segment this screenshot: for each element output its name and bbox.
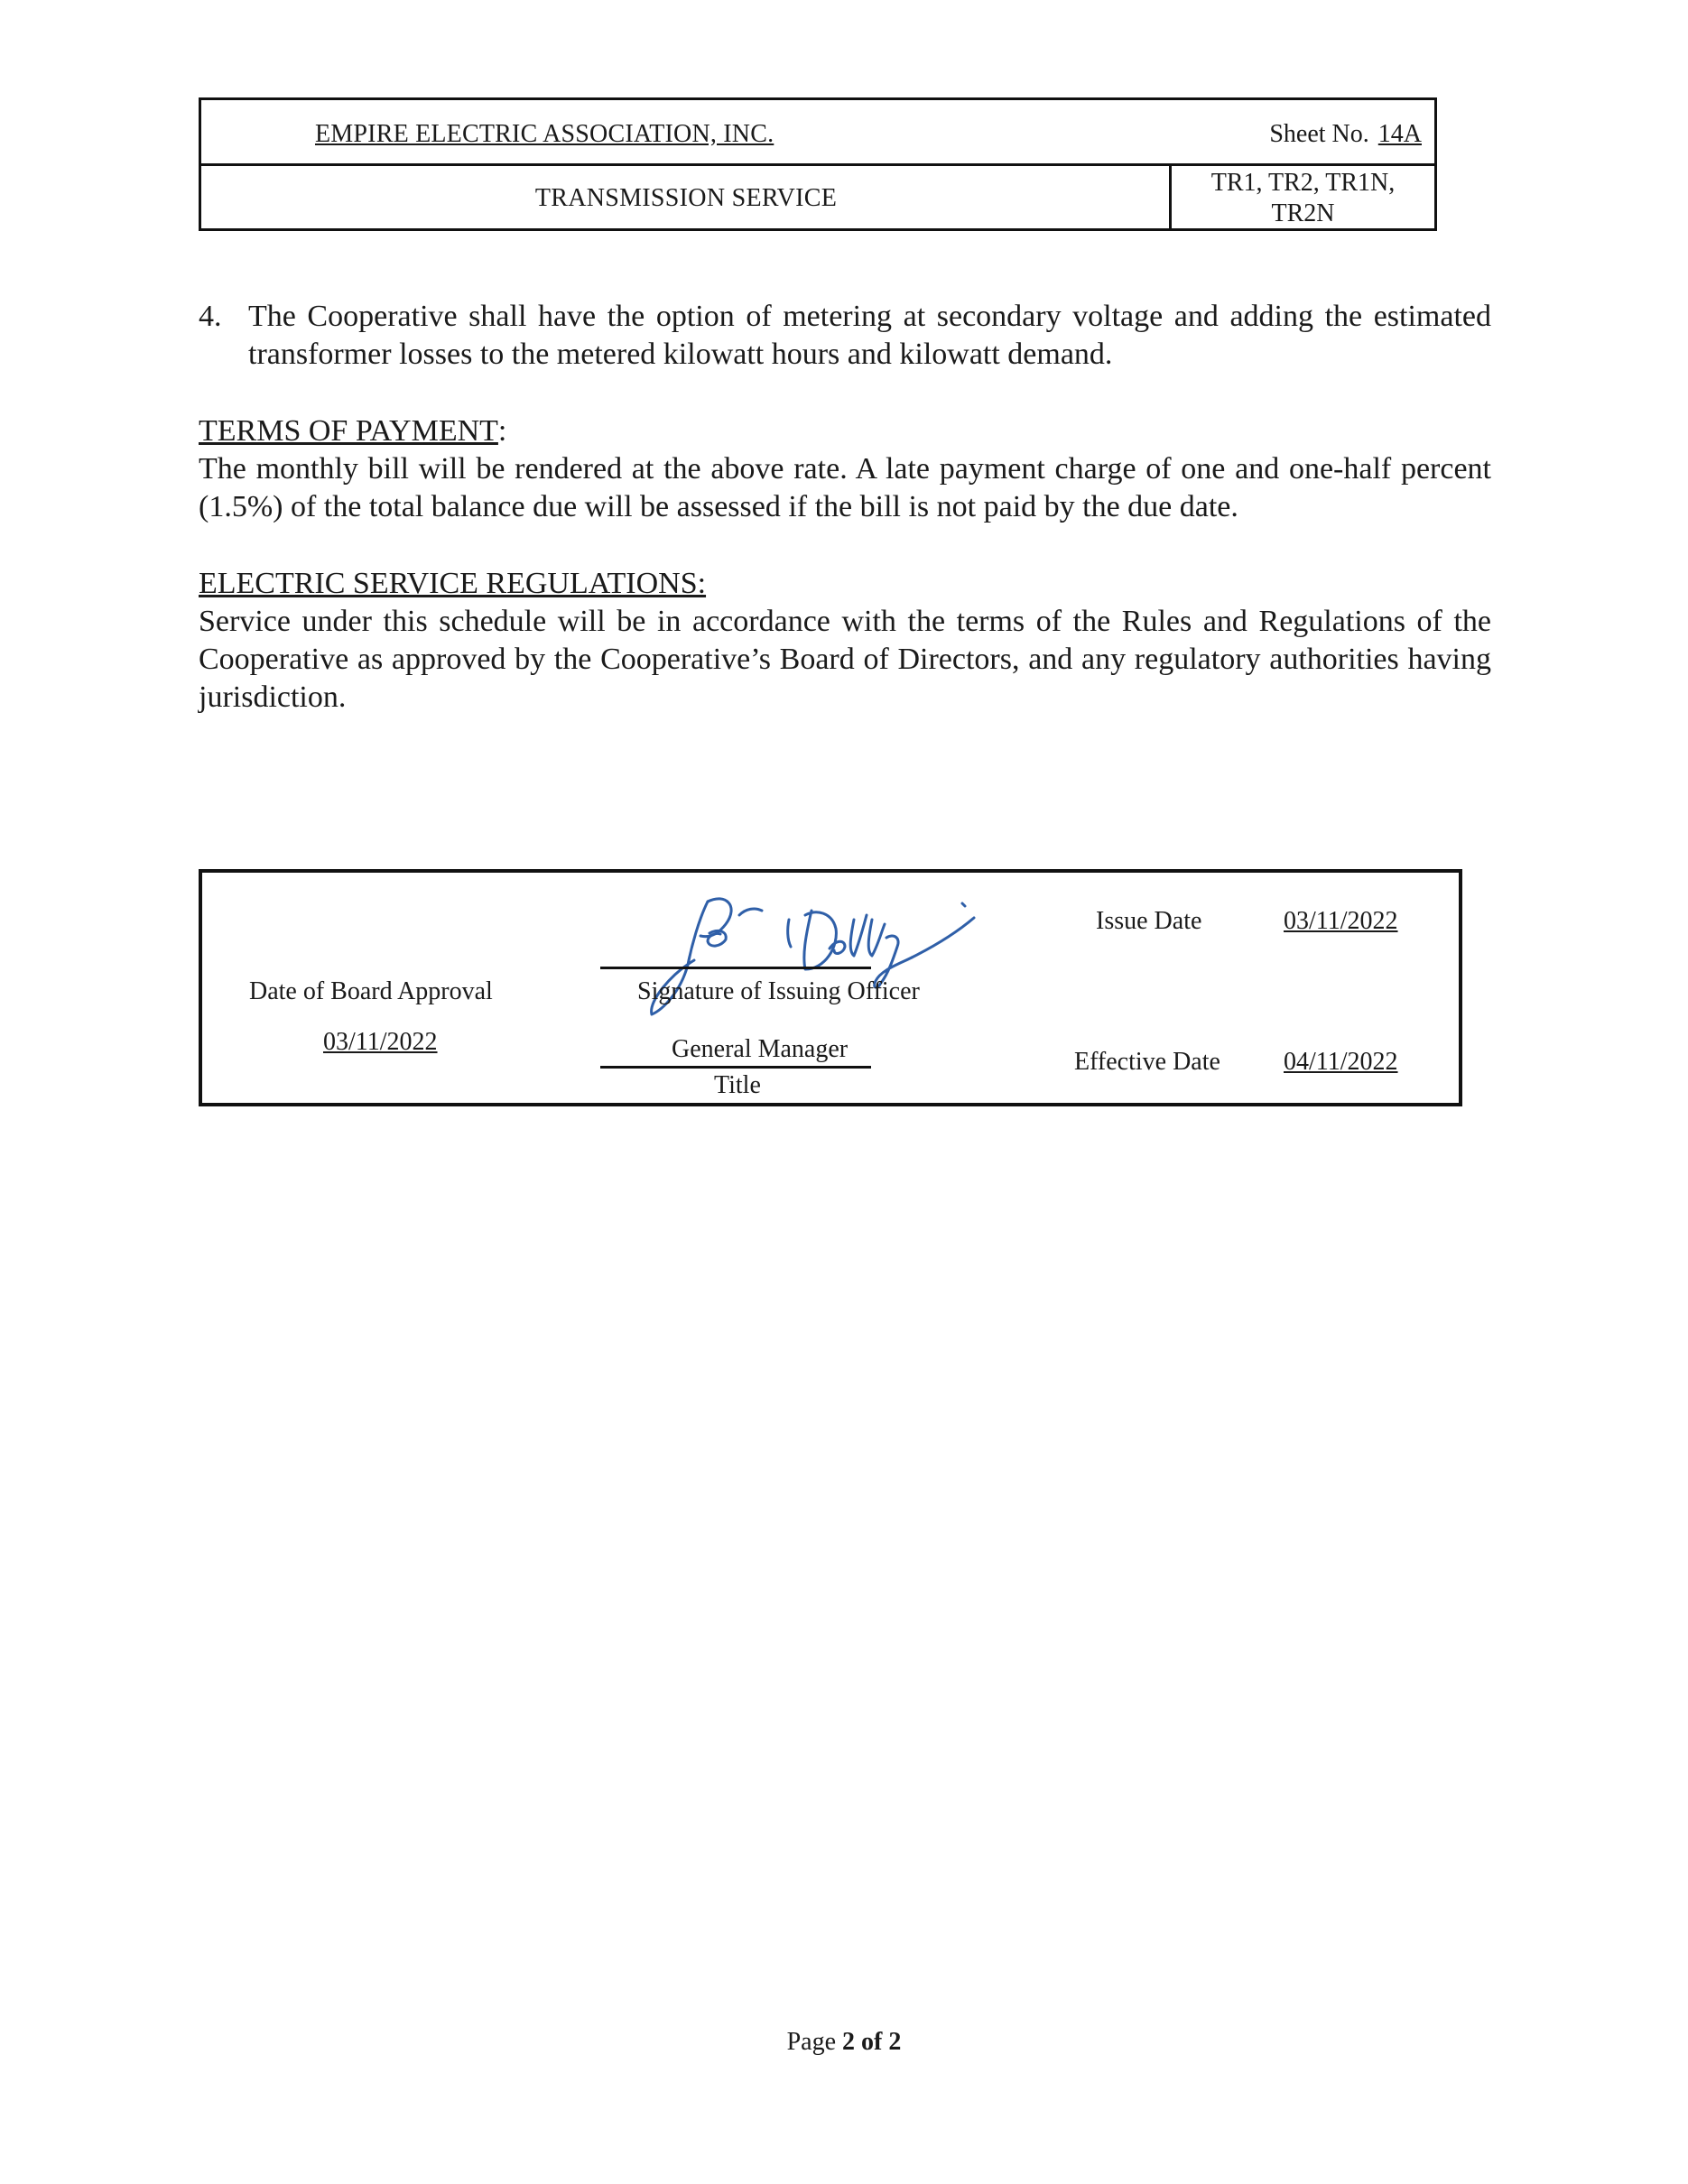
page-of: of: [861, 2028, 883, 2056]
rate-codes-line1: TR1, TR2, TR1N,: [1210, 169, 1396, 197]
sheet-number-field: [1269, 120, 1422, 149]
item-4-number: 4.: [199, 300, 222, 333]
issue-date-label: Issue Date: [1096, 907, 1202, 935]
issue-date-value: 03/11/2022: [1284, 907, 1398, 935]
company-name: EMPIRE ELECTRIC ASSOCIATION, INC.: [315, 120, 774, 148]
sheet-label: Sheet No.: [1269, 120, 1369, 148]
electric-service-regulations-text: Service under this schedule will be in accordance with the terms of the Rules and Regulations of the Cooperative as approved by the Cooperative’s Board of Directors, and any regulatory authorities having jurisdiction.: [199, 605, 1491, 714]
page-number: [0, 2028, 1688, 2057]
sheet-number: 14A: [1377, 120, 1422, 148]
service-name: TRANSMISSION SERVICE: [534, 184, 838, 212]
terms-of-payment-text: The monthly bill will be rendered at the above rate. A late payment charge of one and one-half percent (1.5%) of the total balance due will be assessed if the bill is not paid by the due date.: [199, 452, 1491, 523]
rate-codes-line2: TR2N: [1271, 199, 1335, 227]
title-line: [600, 1066, 871, 1069]
signature-line: [600, 967, 871, 969]
item-4-text: The Cooperative shall have the option of metering at secondary voltage and adding the estimated transformer losses to the metered kilowatt hours and kilowatt demand.: [248, 300, 1491, 371]
effective-date-label: Effective Date: [1074, 1048, 1220, 1076]
terms-of-payment-heading: TERMS OF PAYMENT:: [199, 414, 507, 448]
effective-date-value: 04/11/2022: [1284, 1048, 1398, 1076]
electric-service-regulations-heading: ELECTRIC SERVICE REGULATIONS:: [199, 567, 707, 600]
board-approval-label: Date of Board Approval: [249, 977, 493, 1005]
signature-label: Signature of Issuing Officer: [637, 977, 920, 1005]
item-4: [199, 298, 1491, 374]
rate-codes: [1172, 168, 1434, 229]
terms-heading-text: TERMS OF PAYMENT: [199, 414, 498, 448]
page-prefix: Page: [786, 2028, 837, 2056]
title-value: General Manager: [672, 1035, 849, 1063]
board-approval-date: 03/11/2022: [323, 1028, 438, 1056]
title-label: Title: [714, 1071, 761, 1099]
page-current: 2: [842, 2028, 856, 2056]
header-row-service: [201, 166, 1434, 228]
header-row-company: [201, 100, 1434, 166]
approval-box: [199, 869, 1462, 1106]
page-total: 2: [888, 2028, 902, 2056]
header-table: [199, 97, 1437, 231]
